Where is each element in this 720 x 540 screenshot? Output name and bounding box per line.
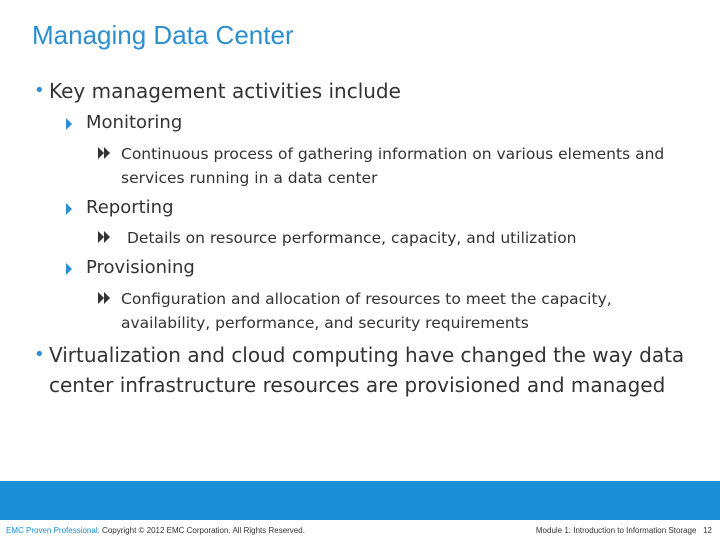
footer-copyright-text: Copyright © 2012 EMC Corporation. All Rights Reserved. <box>99 526 305 535</box>
footer-copyright <box>6 526 305 535</box>
bullet-text: Key management activities include <box>49 79 401 103</box>
page-number: 12 <box>703 526 712 535</box>
double-arrow-icon <box>98 231 112 243</box>
footer-bar <box>0 481 720 520</box>
detail-text: Continuous process of gathering information on various elements and services running in a data center <box>121 145 665 187</box>
triangle-arrow-icon <box>66 263 72 275</box>
detail-text: Configuration and allocation of resources to meet the capacity, availability, performance, and security requirements <box>121 290 612 332</box>
triangle-arrow-icon <box>66 118 72 130</box>
double-arrow-icon <box>98 147 112 159</box>
footer-brand: EMC Proven Professional. <box>6 526 100 535</box>
detail-text: Details on resource performance, capacity, and utilization <box>127 229 577 247</box>
bullet-dot-icon: • <box>34 80 45 101</box>
sub-bullet-text: Monitoring <box>86 112 183 133</box>
footer-module-title: Module 1: Introduction to Information Storage <box>535 526 697 535</box>
sub-bullet-text: Provisioning <box>86 257 195 278</box>
triangle-arrow-icon <box>66 203 72 215</box>
bullet-dot-icon: • <box>34 344 45 365</box>
slide-title: Managing Data Center <box>32 20 294 50</box>
footer <box>0 520 720 540</box>
double-arrow-icon <box>98 292 112 304</box>
footer-module <box>536 526 712 535</box>
bullet-text: Virtualization and cloud computing have changed the way data center infrastructure resources are provisioned and managed <box>49 343 685 397</box>
sub-bullet-text: Reporting <box>86 197 174 218</box>
